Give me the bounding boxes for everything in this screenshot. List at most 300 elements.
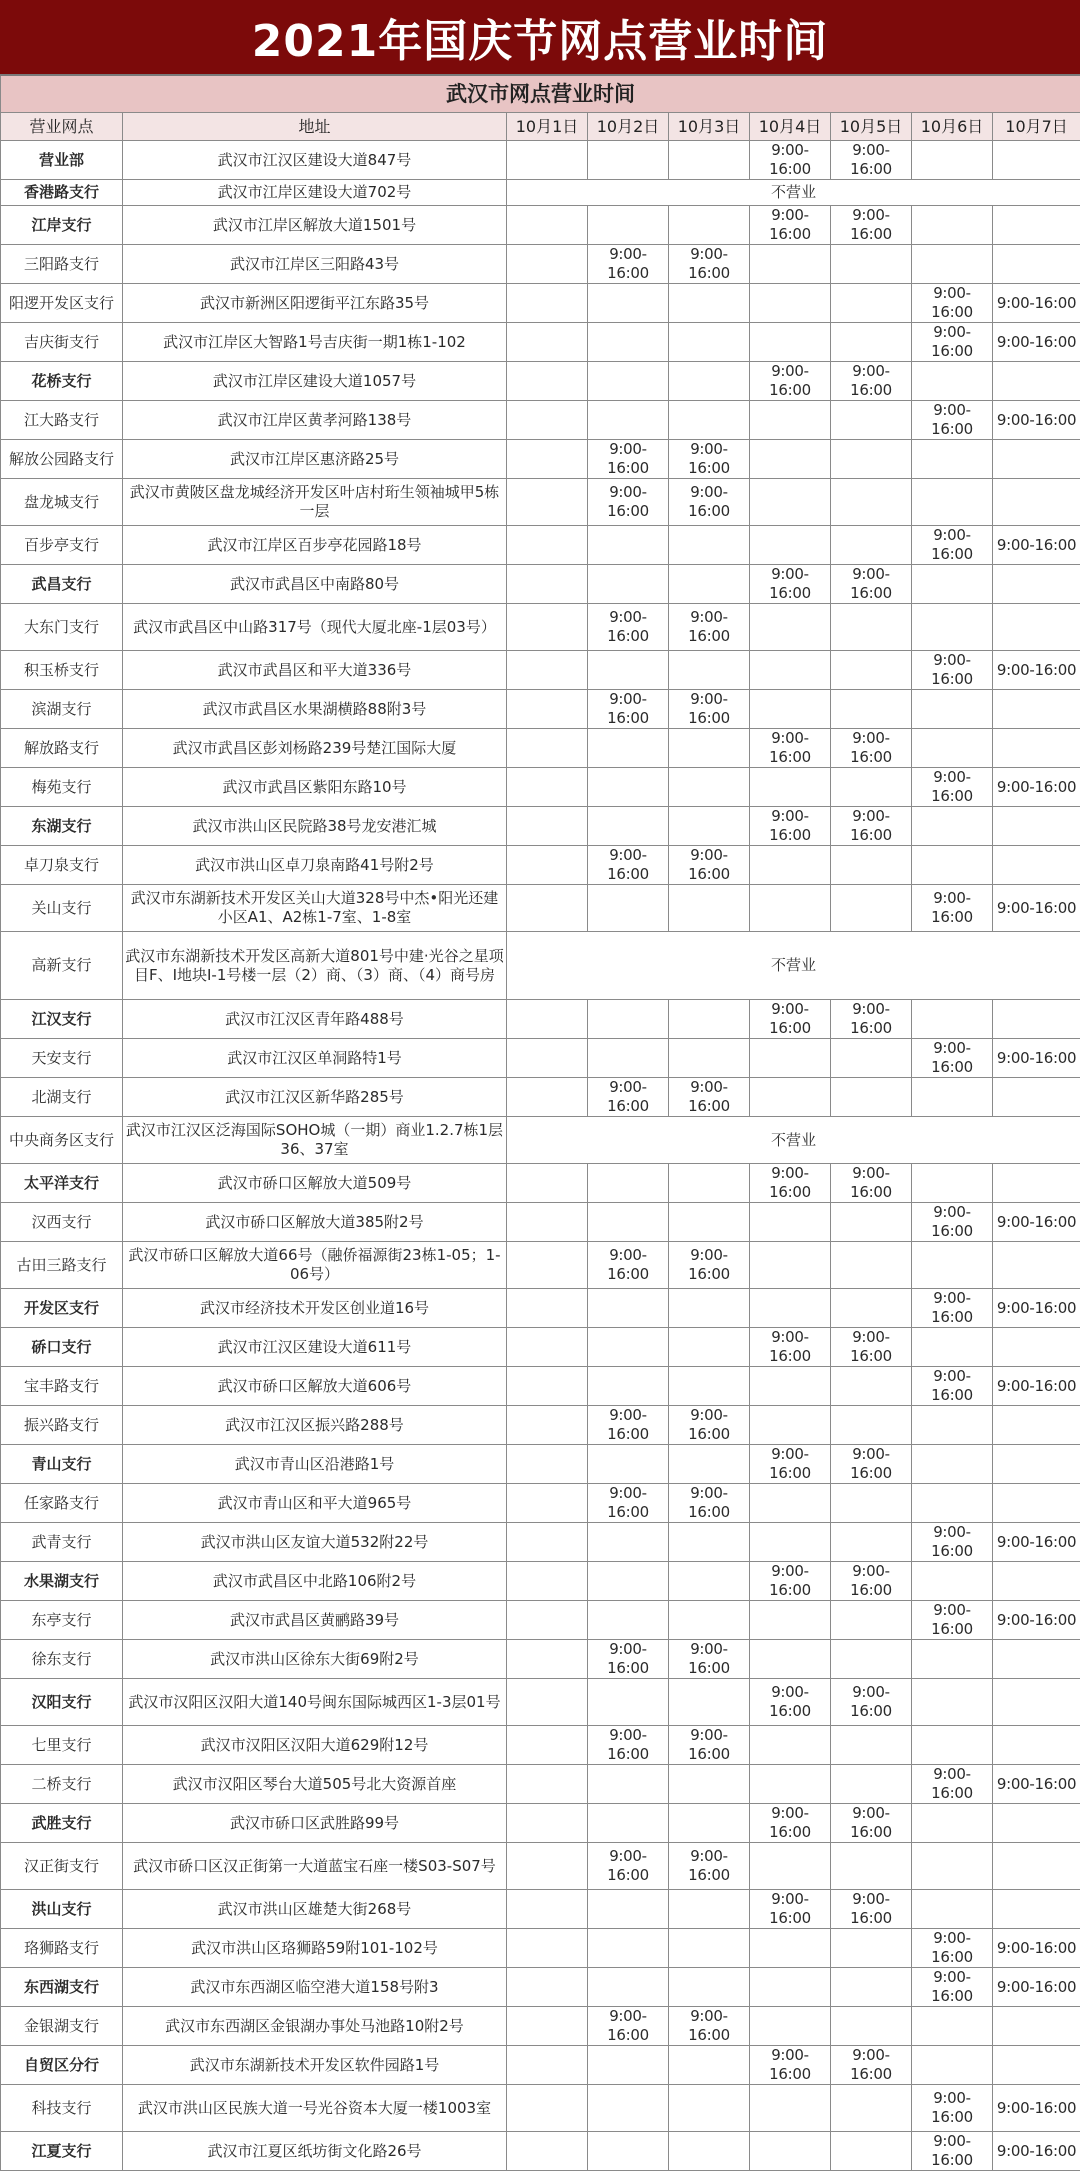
branch-name: 振兴路支行 bbox=[1, 1406, 123, 1445]
branch-name: 珞狮路支行 bbox=[1, 1929, 123, 1968]
empty-cell bbox=[507, 2132, 588, 2171]
opening-hours: 9:00-16:00 bbox=[912, 1203, 993, 1242]
opening-hours: 9:00-16:00 bbox=[993, 1968, 1080, 2007]
empty-cell bbox=[912, 1640, 993, 1679]
opening-hours: 9:00-16:00 bbox=[669, 245, 750, 284]
empty-cell bbox=[669, 1601, 750, 1640]
empty-cell bbox=[750, 846, 831, 885]
branch-address: 武汉市武昌区和平大道336号 bbox=[123, 651, 507, 690]
empty-cell bbox=[669, 1890, 750, 1929]
opening-hours: 9:00-16:00 bbox=[669, 604, 750, 651]
branch-name: 营业部 bbox=[1, 141, 123, 180]
opening-hours: 9:00-16:00 bbox=[993, 284, 1080, 323]
opening-hours: 9:00-16:00 bbox=[669, 690, 750, 729]
opening-hours: 9:00-16:00 bbox=[669, 1843, 750, 1890]
empty-cell bbox=[750, 690, 831, 729]
branch-address: 武汉市汉阳区汉阳大道629附12号 bbox=[123, 1726, 507, 1765]
empty-cell bbox=[912, 141, 993, 180]
branch-name: 东西湖支行 bbox=[1, 1968, 123, 2007]
empty-cell bbox=[669, 1929, 750, 1968]
opening-hours: 9:00-16:00 bbox=[993, 1929, 1080, 1968]
empty-cell bbox=[750, 1289, 831, 1328]
empty-cell bbox=[588, 362, 669, 401]
table-row bbox=[1, 1640, 1080, 1679]
branch-address: 武汉市江岸区建设大道702号 bbox=[123, 180, 507, 206]
empty-cell bbox=[588, 1445, 669, 1484]
empty-cell bbox=[507, 1164, 588, 1203]
empty-cell bbox=[669, 2085, 750, 2132]
opening-hours: 9:00-16:00 bbox=[993, 1039, 1080, 1078]
empty-cell bbox=[831, 526, 912, 565]
empty-cell bbox=[831, 245, 912, 284]
empty-cell bbox=[750, 1039, 831, 1078]
table-row bbox=[1, 604, 1080, 651]
empty-cell bbox=[993, 1242, 1080, 1289]
empty-cell bbox=[750, 401, 831, 440]
empty-cell bbox=[507, 604, 588, 651]
table-row bbox=[1, 1000, 1080, 1039]
branch-name: 开发区支行 bbox=[1, 1289, 123, 1328]
opening-hours: 9:00-16:00 bbox=[588, 1242, 669, 1289]
table-row bbox=[1, 807, 1080, 846]
opening-hours: 9:00-16:00 bbox=[912, 401, 993, 440]
branch-address: 武汉市硚口区解放大道606号 bbox=[123, 1367, 507, 1406]
empty-cell bbox=[750, 1929, 831, 1968]
branch-address: 武汉市江岸区百步亭花园路18号 bbox=[123, 526, 507, 565]
branch-address: 武汉市青山区沿港路1号 bbox=[123, 1445, 507, 1484]
branch-name: 任家路支行 bbox=[1, 1484, 123, 1523]
empty-cell bbox=[588, 2085, 669, 2132]
branch-address: 武汉市江岸区惠济路25号 bbox=[123, 440, 507, 479]
table-row bbox=[1, 1164, 1080, 1203]
branch-name: 百步亭支行 bbox=[1, 526, 123, 565]
branch-address: 武汉市江汉区振兴路288号 bbox=[123, 1406, 507, 1445]
branch-address: 武汉市洪山区雄楚大街268号 bbox=[123, 1890, 507, 1929]
empty-cell bbox=[588, 1968, 669, 2007]
opening-hours: 9:00-16:00 bbox=[588, 846, 669, 885]
opening-hours: 9:00-16:00 bbox=[912, 1367, 993, 1406]
empty-cell bbox=[588, 807, 669, 846]
branch-address: 武汉市江汉区建设大道847号 bbox=[123, 141, 507, 180]
opening-hours: 9:00-16:00 bbox=[669, 1640, 750, 1679]
opening-hours: 9:00-16:00 bbox=[750, 362, 831, 401]
empty-cell bbox=[831, 1242, 912, 1289]
column-header: 10月6日 bbox=[912, 113, 993, 141]
schedule-table bbox=[0, 74, 1080, 2171]
empty-cell bbox=[831, 1726, 912, 1765]
branch-name: 武胜支行 bbox=[1, 1804, 123, 1843]
empty-cell bbox=[993, 565, 1080, 604]
opening-hours: 9:00-16:00 bbox=[912, 1601, 993, 1640]
empty-cell bbox=[507, 1328, 588, 1367]
empty-cell bbox=[912, 1406, 993, 1445]
table-row bbox=[1, 690, 1080, 729]
branch-address: 武汉市江汉区建设大道611号 bbox=[123, 1328, 507, 1367]
opening-hours: 9:00-16:00 bbox=[912, 885, 993, 932]
empty-cell bbox=[831, 604, 912, 651]
branch-address: 武汉市黄陂区盘龙城经济开发区叶店村珩生领袖城甲5栋一层 bbox=[123, 479, 507, 526]
empty-cell bbox=[507, 846, 588, 885]
opening-hours: 9:00-16:00 bbox=[750, 1000, 831, 1039]
opening-hours: 9:00-16:00 bbox=[831, 729, 912, 768]
table-row bbox=[1, 2085, 1080, 2132]
empty-cell bbox=[993, 1562, 1080, 1601]
empty-cell bbox=[507, 690, 588, 729]
empty-cell bbox=[750, 526, 831, 565]
empty-cell bbox=[507, 565, 588, 604]
table-row bbox=[1, 1484, 1080, 1523]
branch-address: 武汉市江汉区泛海国际SOHO城（一期）商业1.2.7栋1层36、37室 bbox=[123, 1117, 507, 1164]
opening-hours: 9:00-16:00 bbox=[588, 479, 669, 526]
opening-hours: 9:00-16:00 bbox=[831, 1000, 912, 1039]
opening-hours: 9:00-16:00 bbox=[912, 526, 993, 565]
opening-hours: 9:00-16:00 bbox=[912, 768, 993, 807]
empty-cell bbox=[993, 1406, 1080, 1445]
branch-address: 武汉市江岸区建设大道1057号 bbox=[123, 362, 507, 401]
empty-cell bbox=[507, 401, 588, 440]
empty-cell bbox=[831, 768, 912, 807]
empty-cell bbox=[507, 1968, 588, 2007]
empty-cell bbox=[507, 1523, 588, 1562]
branch-name: 江岸支行 bbox=[1, 206, 123, 245]
empty-cell bbox=[507, 651, 588, 690]
branch-name: 滨湖支行 bbox=[1, 690, 123, 729]
branch-name: 花桥支行 bbox=[1, 362, 123, 401]
empty-cell bbox=[912, 690, 993, 729]
table-row bbox=[1, 1203, 1080, 1242]
empty-cell bbox=[507, 1562, 588, 1601]
branch-name: 太平洋支行 bbox=[1, 1164, 123, 1203]
branch-address: 武汉市新洲区阳逻街平江东路35号 bbox=[123, 284, 507, 323]
empty-cell bbox=[669, 1164, 750, 1203]
empty-cell bbox=[669, 1039, 750, 1078]
opening-hours: 9:00-16:00 bbox=[993, 1289, 1080, 1328]
empty-cell bbox=[507, 526, 588, 565]
empty-cell bbox=[912, 846, 993, 885]
opening-hours: 9:00-16:00 bbox=[831, 206, 912, 245]
table-row bbox=[1, 1039, 1080, 1078]
empty-cell bbox=[993, 1078, 1080, 1117]
table-row bbox=[1, 1523, 1080, 1562]
empty-cell bbox=[588, 526, 669, 565]
table-row bbox=[1, 2132, 1080, 2171]
empty-cell bbox=[831, 690, 912, 729]
opening-hours: 9:00-16:00 bbox=[993, 526, 1080, 565]
branch-name: 金银湖支行 bbox=[1, 2007, 123, 2046]
opening-hours: 9:00-16:00 bbox=[993, 323, 1080, 362]
table-row bbox=[1, 479, 1080, 526]
branch-address: 武汉市硚口区解放大道509号 bbox=[123, 1164, 507, 1203]
empty-cell bbox=[831, 2085, 912, 2132]
empty-cell bbox=[507, 1039, 588, 1078]
empty-cell bbox=[588, 651, 669, 690]
opening-hours: 9:00-16:00 bbox=[831, 1328, 912, 1367]
opening-hours: 9:00-16:00 bbox=[750, 565, 831, 604]
branch-address: 武汉市汉阳区琴台大道505号北大资源首座 bbox=[123, 1765, 507, 1804]
table-row bbox=[1, 885, 1080, 932]
empty-cell bbox=[507, 2007, 588, 2046]
empty-cell bbox=[507, 1804, 588, 1843]
empty-cell bbox=[831, 1640, 912, 1679]
table-row bbox=[1, 1406, 1080, 1445]
branch-address: 武汉市江岸区解放大道1501号 bbox=[123, 206, 507, 245]
branch-address: 武汉市东西湖区金银湖办事处马池路10附2号 bbox=[123, 2007, 507, 2046]
opening-hours: 9:00-16:00 bbox=[831, 362, 912, 401]
empty-cell bbox=[912, 479, 993, 526]
opening-hours: 9:00-16:00 bbox=[669, 479, 750, 526]
empty-cell bbox=[669, 323, 750, 362]
empty-cell bbox=[831, 885, 912, 932]
opening-hours: 9:00-16:00 bbox=[831, 1804, 912, 1843]
empty-cell bbox=[507, 1203, 588, 1242]
empty-cell bbox=[507, 807, 588, 846]
empty-cell bbox=[507, 284, 588, 323]
empty-cell bbox=[588, 1929, 669, 1968]
empty-cell bbox=[912, 1445, 993, 1484]
opening-hours: 9:00-16:00 bbox=[588, 2007, 669, 2046]
empty-cell bbox=[669, 1328, 750, 1367]
table-row bbox=[1, 323, 1080, 362]
empty-cell bbox=[507, 1406, 588, 1445]
empty-cell bbox=[831, 1289, 912, 1328]
empty-cell bbox=[507, 1640, 588, 1679]
empty-cell bbox=[912, 1726, 993, 1765]
table-row bbox=[1, 1562, 1080, 1601]
table-row bbox=[1, 1804, 1080, 1843]
empty-cell bbox=[669, 651, 750, 690]
empty-cell bbox=[993, 245, 1080, 284]
opening-hours: 9:00-16:00 bbox=[669, 1406, 750, 1445]
empty-cell bbox=[993, 1484, 1080, 1523]
column-header: 10月1日 bbox=[507, 113, 588, 141]
empty-cell bbox=[912, 362, 993, 401]
empty-cell bbox=[507, 729, 588, 768]
branch-name: 汉西支行 bbox=[1, 1203, 123, 1242]
empty-cell bbox=[507, 1078, 588, 1117]
table-row bbox=[1, 1078, 1080, 1117]
table-row bbox=[1, 1843, 1080, 1890]
branch-name: 解放路支行 bbox=[1, 729, 123, 768]
empty-cell bbox=[507, 1601, 588, 1640]
table-row bbox=[1, 1242, 1080, 1289]
branch-name: 盘龙城支行 bbox=[1, 479, 123, 526]
opening-hours: 9:00-16:00 bbox=[912, 284, 993, 323]
empty-cell bbox=[831, 1367, 912, 1406]
empty-cell bbox=[669, 526, 750, 565]
branch-address: 武汉市硚口区解放大道385附2号 bbox=[123, 1203, 507, 1242]
empty-cell bbox=[669, 1367, 750, 1406]
opening-hours: 9:00-16:00 bbox=[750, 1328, 831, 1367]
empty-cell bbox=[507, 1765, 588, 1804]
table-row bbox=[1, 651, 1080, 690]
empty-cell bbox=[912, 2007, 993, 2046]
empty-cell bbox=[912, 1484, 993, 1523]
opening-hours: 9:00-16:00 bbox=[750, 1890, 831, 1929]
opening-hours: 9:00-16:00 bbox=[993, 651, 1080, 690]
empty-cell bbox=[507, 1367, 588, 1406]
column-header: 10月3日 bbox=[669, 113, 750, 141]
empty-cell bbox=[993, 729, 1080, 768]
opening-hours: 9:00-16:00 bbox=[750, 2046, 831, 2085]
branch-address: 武汉市江夏区纸坊街文化路26号 bbox=[123, 2132, 507, 2171]
empty-cell bbox=[507, 141, 588, 180]
branch-address: 武汉市洪山区民族大道一号光谷资本大厦一楼1003室 bbox=[123, 2085, 507, 2132]
column-header: 营业网点 bbox=[1, 113, 123, 141]
table-row bbox=[1, 1445, 1080, 1484]
empty-cell bbox=[507, 2085, 588, 2132]
opening-hours: 9:00-16:00 bbox=[912, 1039, 993, 1078]
branch-address: 武汉市江汉区单洞路特1号 bbox=[123, 1039, 507, 1078]
empty-cell bbox=[912, 245, 993, 284]
table-row bbox=[1, 1367, 1080, 1406]
empty-cell bbox=[588, 1601, 669, 1640]
empty-cell bbox=[669, 729, 750, 768]
table-row bbox=[1, 362, 1080, 401]
empty-cell bbox=[669, 1804, 750, 1843]
table-row bbox=[1, 1929, 1080, 1968]
branch-name: 天安支行 bbox=[1, 1039, 123, 1078]
table-row bbox=[1, 2007, 1080, 2046]
empty-cell bbox=[750, 885, 831, 932]
empty-cell bbox=[831, 1523, 912, 1562]
empty-cell bbox=[588, 565, 669, 604]
empty-cell bbox=[831, 1078, 912, 1117]
empty-cell bbox=[912, 1562, 993, 1601]
empty-cell bbox=[993, 1843, 1080, 1890]
opening-hours: 9:00-16:00 bbox=[750, 1164, 831, 1203]
empty-cell bbox=[588, 1804, 669, 1843]
empty-cell bbox=[831, 1203, 912, 1242]
branch-name: 东亭支行 bbox=[1, 1601, 123, 1640]
table-row bbox=[1, 1601, 1080, 1640]
opening-hours: 9:00-16:00 bbox=[588, 1843, 669, 1890]
table-row bbox=[1, 1289, 1080, 1328]
empty-cell bbox=[669, 284, 750, 323]
branch-address: 武汉市硚口区汉正街第一大道蓝宝石座一楼S03-S07号 bbox=[123, 1843, 507, 1890]
empty-cell bbox=[588, 2132, 669, 2171]
page-title: 2021年国庆节网点营业时间 bbox=[0, 0, 1080, 74]
empty-cell bbox=[750, 245, 831, 284]
opening-hours: 9:00-16:00 bbox=[993, 1367, 1080, 1406]
opening-hours: 9:00-16:00 bbox=[993, 401, 1080, 440]
empty-cell bbox=[507, 1726, 588, 1765]
empty-cell bbox=[750, 1640, 831, 1679]
empty-cell bbox=[912, 440, 993, 479]
table-header-row bbox=[1, 113, 1080, 141]
branch-address: 武汉市武昌区中山路317号（现代大厦北座-1层03号） bbox=[123, 604, 507, 651]
empty-cell bbox=[750, 604, 831, 651]
empty-cell bbox=[669, 1679, 750, 1726]
empty-cell bbox=[912, 1000, 993, 1039]
empty-cell bbox=[993, 1164, 1080, 1203]
branch-name: 卓刀泉支行 bbox=[1, 846, 123, 885]
column-header: 10月2日 bbox=[588, 113, 669, 141]
opening-hours: 9:00-16:00 bbox=[588, 1640, 669, 1679]
empty-cell bbox=[993, 1445, 1080, 1484]
branch-address: 武汉市武昌区彭刘杨路239号楚江国际大厦 bbox=[123, 729, 507, 768]
branch-address: 武汉市洪山区徐东大街69附2号 bbox=[123, 1640, 507, 1679]
empty-cell bbox=[669, 1289, 750, 1328]
empty-cell bbox=[912, 1890, 993, 1929]
opening-hours: 9:00-16:00 bbox=[993, 2085, 1080, 2132]
empty-cell bbox=[750, 1078, 831, 1117]
empty-cell bbox=[750, 1484, 831, 1523]
empty-cell bbox=[750, 440, 831, 479]
opening-hours: 9:00-16:00 bbox=[750, 1562, 831, 1601]
opening-hours: 9:00-16:00 bbox=[993, 1203, 1080, 1242]
empty-cell bbox=[669, 362, 750, 401]
empty-cell bbox=[912, 206, 993, 245]
opening-hours: 9:00-16:00 bbox=[912, 1523, 993, 1562]
opening-hours: 9:00-16:00 bbox=[588, 440, 669, 479]
empty-cell bbox=[588, 1164, 669, 1203]
branch-address: 武汉市东湖新技术开发区软件园路1号 bbox=[123, 2046, 507, 2085]
opening-hours: 9:00-16:00 bbox=[993, 768, 1080, 807]
branch-address: 武汉市江岸区黄孝河路138号 bbox=[123, 401, 507, 440]
empty-cell bbox=[669, 2046, 750, 2085]
empty-cell bbox=[993, 1804, 1080, 1843]
opening-hours: 9:00-16:00 bbox=[993, 885, 1080, 932]
branch-address: 武汉市江岸区大智路1号吉庆街一期1栋1-102 bbox=[123, 323, 507, 362]
empty-cell bbox=[669, 1000, 750, 1039]
empty-cell bbox=[912, 1328, 993, 1367]
empty-cell bbox=[831, 1765, 912, 1804]
empty-cell bbox=[750, 323, 831, 362]
opening-hours: 9:00-16:00 bbox=[912, 1765, 993, 1804]
empty-cell bbox=[507, 1679, 588, 1726]
empty-cell bbox=[750, 479, 831, 526]
opening-hours: 9:00-16:00 bbox=[831, 1164, 912, 1203]
empty-cell bbox=[750, 1242, 831, 1289]
opening-hours: 9:00-16:00 bbox=[912, 323, 993, 362]
empty-cell bbox=[669, 2132, 750, 2171]
branch-name: 积玉桥支行 bbox=[1, 651, 123, 690]
branch-address: 武汉市硚口区解放大道66号（融侨福源街23栋1-05；1-06号） bbox=[123, 1242, 507, 1289]
empty-cell bbox=[831, 846, 912, 885]
empty-cell bbox=[831, 284, 912, 323]
empty-cell bbox=[507, 1890, 588, 1929]
empty-cell bbox=[912, 729, 993, 768]
column-header: 10月7日 bbox=[993, 113, 1080, 141]
table-row bbox=[1, 284, 1080, 323]
empty-cell bbox=[750, 1726, 831, 1765]
opening-hours: 9:00-16:00 bbox=[750, 1804, 831, 1843]
branch-name: 武青支行 bbox=[1, 1523, 123, 1562]
closed-status: 不营业 bbox=[507, 180, 1080, 206]
column-header: 10月4日 bbox=[750, 113, 831, 141]
empty-cell bbox=[831, 1484, 912, 1523]
empty-cell bbox=[669, 1968, 750, 2007]
branch-address: 武汉市洪山区珞狮路59附101-102号 bbox=[123, 1929, 507, 1968]
empty-cell bbox=[912, 1804, 993, 1843]
empty-cell bbox=[831, 401, 912, 440]
empty-cell bbox=[588, 729, 669, 768]
branch-name: 三阳路支行 bbox=[1, 245, 123, 284]
empty-cell bbox=[588, 768, 669, 807]
branch-address: 武汉市东湖新技术开发区关山大道328号中杰•阳光还建小区A1、A2栋1-7室、1-8室 bbox=[123, 885, 507, 932]
empty-cell bbox=[507, 768, 588, 807]
opening-hours: 9:00-16:00 bbox=[669, 1484, 750, 1523]
empty-cell bbox=[588, 2046, 669, 2085]
branch-address: 武汉市江岸区三阳路43号 bbox=[123, 245, 507, 284]
branch-address: 武汉市洪山区民院路38号龙安港汇城 bbox=[123, 807, 507, 846]
empty-cell bbox=[507, 1000, 588, 1039]
branch-address: 武汉市洪山区卓刀泉南路41号附2号 bbox=[123, 846, 507, 885]
opening-hours: 9:00-16:00 bbox=[669, 846, 750, 885]
branch-name: 关山支行 bbox=[1, 885, 123, 932]
opening-hours: 9:00-16:00 bbox=[588, 1406, 669, 1445]
empty-cell bbox=[507, 1484, 588, 1523]
